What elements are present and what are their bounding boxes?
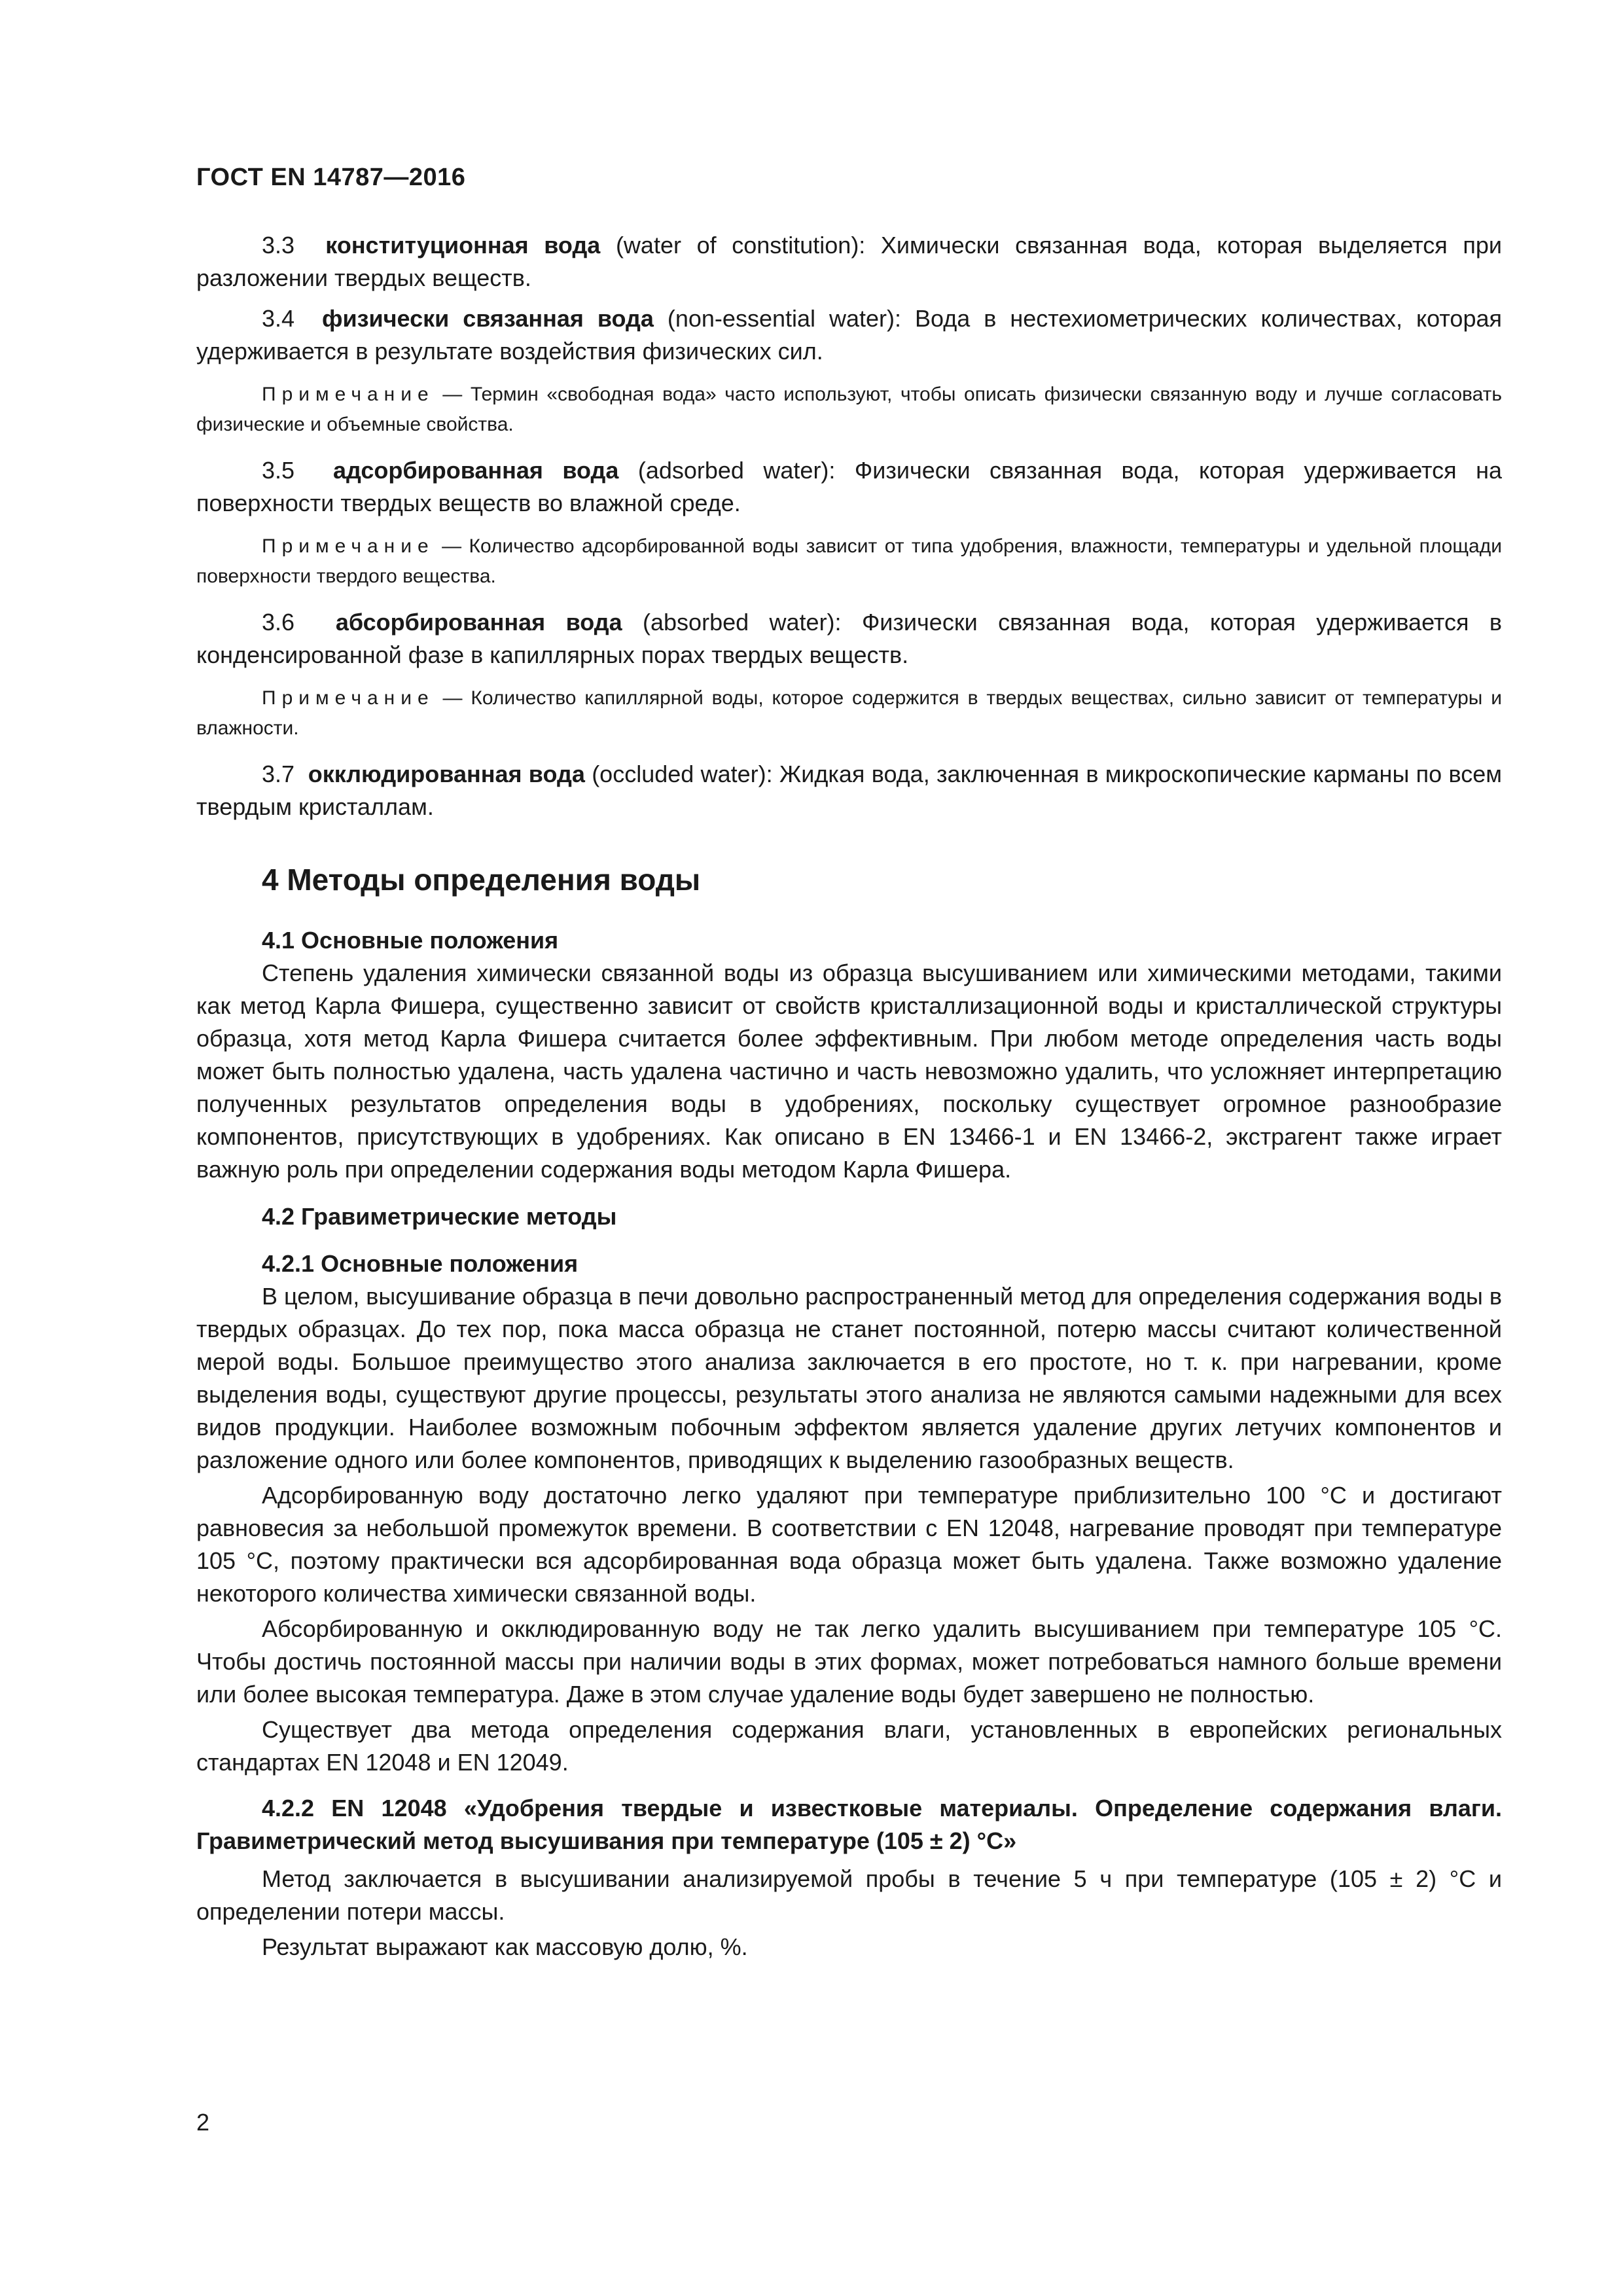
term-number: 3.6 [262,609,295,636]
term-name: физически связанная вода [322,305,654,332]
section-4-2-1-heading: 4.2.1 Основные положения [262,1250,579,1277]
note-text: — Количество капиллярной воды, которое содержится в твердых веществах, сильно зависит от температуры и влажности. [196,687,1502,739]
term-number: 3.7 [262,761,295,787]
note-label: Примечание [262,535,435,557]
note-text: — Термин «свободная вода» часто используют, чтобы описать физически связанную воду и лучше согласовать физические и объемные свойства. [196,384,1502,435]
note-label: Примечание [262,384,435,405]
term-number: 3.4 [262,305,295,332]
term-name: адсорбированная вода [332,457,619,484]
note-2 [196,531,1502,592]
note-3 [196,683,1502,744]
section-4-1-paragraph: Степень удаления химически связанной воды из образца высушиванием или химическими методами, такими как метод Карла Фишера, существенно зависит от свойств кристаллизационной воды и кристаллической структуры образца, хотя метод Карла Фишера считается более эффективным. При любом методе определения часть воды может быть полностью удалена, часть удалена частично и часть невозможно удалить, что усложняет интерпретацию полученных результатов определения воды в удобрениях, поскольку существует огромное разнообразие компонентов, присутствующих в удобрениях. Как описано в EN 13466-1 и EN 13466-2, экстрагент также играет важную роль при определении содержания воды методом Карла Фишера. [196,960,1502,1183]
section-4-2-2-paragraph-2: Результат выражают как массовую долю, %. [262,1933,748,1960]
term-number: 3.3 [262,232,295,259]
section-4-2-1-paragraph-2: Адсорбированную воду достаточно легко удаляют при температуре приблизительно 100 °С и достигают равновесия за небольшой промежуток времени. В соответствии с EN 12048, нагревание проводят при температуре 105 °С, поэтому практически вся адсорбированная вода образца может быть удалена. Также возможно удаление некоторого количества химически связанной воды. [196,1482,1502,1607]
section-4-2-2-heading: 4.2.2 EN 12048 «Удобрения твердые и известковые материалы. Определение содержания влаги. Гравиметрический метод высушивания при температуре (105 ± 2) °С» [196,1795,1502,1854]
page-number: 2 [196,2109,210,2136]
section-4-1-heading: 4.1 Основные положения [262,927,559,954]
section-4-heading: 4 Методы определения воды [262,863,701,897]
term-3-7 [196,758,1502,823]
term-number: 3.5 [262,457,295,484]
section-4-2-1-paragraph-4: Существует два метода определения содержания влаги, установленных в европейских региональных стандартах EN 12048 и EN 12049. [196,1716,1502,1776]
page-content [196,229,1502,1966]
document-header: ГОСТ EN 14787—2016 [196,164,466,191]
term-name: абсорбированная вода [335,609,622,636]
term-3-5 [196,454,1502,520]
term-3-6 [196,606,1502,672]
section-4-2-2-paragraph-1: Метод заключается в высушивании анализируемой пробы в течение 5 ч при температуре (105 ± 2) °С и определении потери массы. [196,1865,1502,1925]
term-name: окклюдированная вода [308,761,585,787]
term-definition: (absorbed water): Физически связанная вода, которая удерживается в конденсированной фазе в капиллярных порах твердых веществ. [196,609,1503,668]
term-3-4 [196,302,1502,368]
note-label: Примечание [262,687,435,709]
section-4-2-1-paragraph-3: Абсорбированную и окклюдированную воду не так легко удалить высушиванием при температуре 105 °С. Чтобы достичь постоянной массы при наличии воды в этих формах, может потребоваться намного больше времени или более высокая температура. Даже в этом случае удаление воды будет завершено не полностью. [196,1615,1502,1708]
term-name: конституционная вода [325,232,601,259]
section-4-2-heading: 4.2 Гравиметрические методы [262,1203,617,1230]
note-text: — Количество адсорбированной воды зависит от типа удобрения, влажности, температуры и удельной площади поверхности твердого вещества. [196,535,1502,587]
term-3-3 [196,229,1502,295]
term-definition: (water of constitution): Химически связанная вода, которая выделяется при разложении твердых веществ. [196,232,1502,291]
section-4-2-1-paragraph-1: В целом, высушивание образца в печи довольно распространенный метод для определения содержания воды в твердых образцах. До тех пор, пока масса образца не станет постоянной, потерю массы считают количественной мерой воды. Большое преимущество этого анализа заключается в его простоте, но т. к. при нагревании, кроме выделения воды, существуют другие процессы, результаты этого анализа не являются самыми надежными для всех видов продукции. Наиболее возможным побочным эффектом является удаление других летучих компонентов и разложение одного или более компонентов, приводящих к выделению газообразных веществ. [196,1283,1502,1473]
term-definition: (adsorbed water): Физически связанная вода, которая удерживается на поверхности твердых веществ во влажной среде. [196,457,1502,516]
term-definition: (non-essential water): Вода в нестехиометрических количествах, которая удерживается в результате воздействия физических сил. [196,305,1502,365]
term-definition: (occluded water): Жидкая вода, заключенная в микроскопические карманы по всем твердым кристаллам. [196,761,1502,820]
note-1 [196,380,1502,440]
